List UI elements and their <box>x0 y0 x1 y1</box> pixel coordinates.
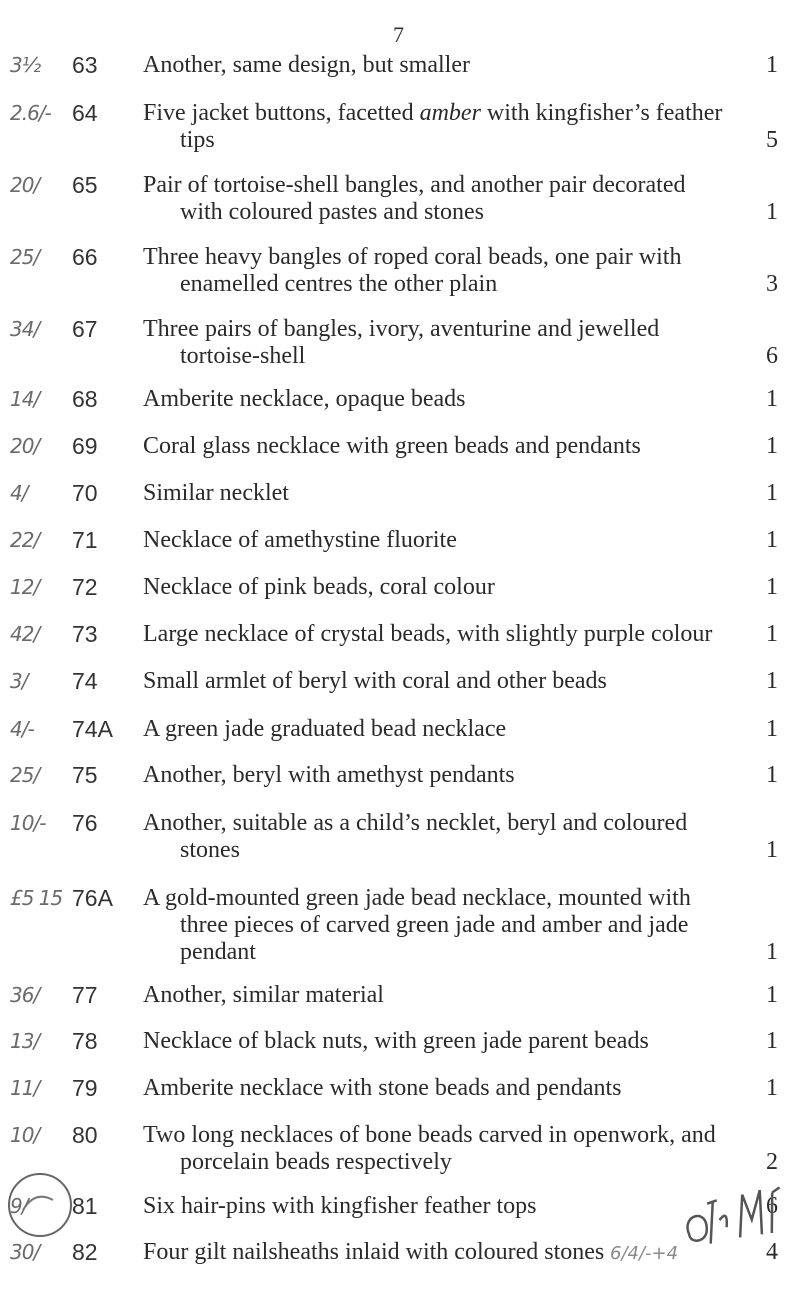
lot-description <box>143 982 778 1009</box>
lot-description <box>143 574 778 601</box>
lot-quantity: 1 <box>766 837 778 863</box>
lot-description <box>143 762 778 789</box>
lot-number: 69 <box>72 433 98 459</box>
lot-description-line: Six hair-pins with kingfisher feather tops <box>143 1193 537 1219</box>
lot-description-line: Two long necklaces of bone beads carved in openwork, and <box>143 1122 716 1148</box>
lot-number: 79 <box>72 1075 98 1101</box>
lot-quantity: 1 <box>766 527 778 553</box>
pencil-price-annotation: £5 15 <box>10 886 63 910</box>
lot-number: 65 <box>72 172 98 198</box>
lot-number: 77 <box>72 982 98 1008</box>
lot-number: 76A <box>72 885 113 911</box>
lot-number: 67 <box>72 316 98 342</box>
lot-description-line: Necklace of amethystine fluorite <box>143 527 457 553</box>
lot-quantity: 1 <box>766 762 778 788</box>
lot-quantity: 1 <box>766 716 778 742</box>
lot-number: 78 <box>72 1028 98 1054</box>
circular-stamp <box>5 1170 75 1240</box>
pencil-price-annotation: 20/ <box>10 434 40 458</box>
lot-description-continuation: stones <box>180 837 240 863</box>
lot-description <box>143 100 778 154</box>
pencil-price-annotation: 22/ <box>10 528 40 552</box>
lot-number: 66 <box>72 244 98 270</box>
lot-description <box>143 386 778 413</box>
lot-number: 68 <box>72 386 98 412</box>
lot-description-line: Three pairs of bangles, ivory, aventurine and jewelled <box>143 316 660 342</box>
lot-description <box>143 885 778 966</box>
pencil-price-annotation: 4/- <box>10 717 34 741</box>
lot-description-line: Similar necklet <box>143 480 289 506</box>
lot-number: 81 <box>72 1193 98 1219</box>
lot-description-continuation: pendant <box>180 939 256 965</box>
lot-number: 63 <box>72 52 98 78</box>
pencil-price-annotation: 36/ <box>10 983 40 1007</box>
pencil-price-annotation: 30/ <box>10 1240 40 1264</box>
lot-description-line: Large necklace of crystal beads, with slightly purple colour <box>143 621 713 647</box>
lot-description <box>143 668 778 695</box>
lot-description-line: Another, same design, but smaller <box>143 52 470 78</box>
lot-description <box>143 244 778 298</box>
lot-quantity: 1 <box>766 480 778 506</box>
lot-description <box>143 1075 778 1102</box>
lot-quantity: 6 <box>766 1193 778 1219</box>
page-number: 7 <box>393 22 404 47</box>
lot-number: 71 <box>72 527 98 553</box>
lot-description <box>143 52 778 79</box>
lot-description-continuation: tortoise-shell <box>180 343 306 369</box>
lot-number: 80 <box>72 1122 98 1148</box>
lot-number: 72 <box>72 574 98 600</box>
lot-description <box>143 716 778 743</box>
lot-description <box>143 1122 778 1176</box>
lot-quantity: 4 <box>766 1239 778 1265</box>
lot-number: 70 <box>72 480 98 506</box>
pencil-price-annotation: 10/- <box>10 811 46 835</box>
lot-number: 74 <box>72 668 98 694</box>
lot-description-continuation: porcelain beads respectively <box>180 1149 452 1175</box>
lot-description <box>143 810 778 864</box>
lot-description-line: Coral glass necklace with green beads and pendants <box>143 433 641 459</box>
lot-number: 82 <box>72 1239 98 1265</box>
lot-quantity: 3 <box>766 271 778 297</box>
lot-description-line: Amberite necklace, opaque beads <box>143 386 466 412</box>
lot-description-line: Another, similar material <box>143 982 384 1008</box>
lot-quantity: 1 <box>766 386 778 412</box>
lot-description <box>143 621 778 648</box>
lot-description <box>143 433 778 460</box>
lot-quantity: 1 <box>766 621 778 647</box>
lot-quantity: 1 <box>766 1075 778 1101</box>
pencil-note: 6/4/-+4 <box>604 1243 679 1264</box>
lot-number: 75 <box>72 762 98 788</box>
lot-quantity: 2 <box>766 1149 778 1175</box>
lot-description-continuation: enamelled centres the other plain <box>180 271 498 297</box>
pencil-price-annotation: 13/ <box>10 1029 40 1053</box>
lot-quantity: 1 <box>766 982 778 1008</box>
lot-quantity: 1 <box>766 668 778 694</box>
lot-description-line: Five jacket buttons, facetted amber with kingfisher’s feather <box>143 100 723 126</box>
pencil-price-annotation: 20/ <box>10 173 40 197</box>
lot-description-line: Pair of tortoise-shell bangles, and another pair decorated <box>143 172 686 198</box>
lot-description-line: Another, beryl with amethyst pendants <box>143 762 515 788</box>
pencil-price-annotation: 3/ <box>10 669 28 693</box>
lot-description-line: Three heavy bangles of roped coral beads, one pair with <box>143 244 682 270</box>
lot-description-line: A gold-mounted green jade bead necklace, mounted with <box>143 885 691 911</box>
lot-quantity: 5 <box>766 127 778 153</box>
lot-quantity: 1 <box>766 433 778 459</box>
lot-description-continuation: three pieces of carved green jade and amber and jade <box>180 912 689 938</box>
lot-quantity: 1 <box>766 939 778 965</box>
lot-description-continuation: with coloured pastes and stones <box>180 199 484 225</box>
pencil-price-annotation: 4/ <box>10 481 28 505</box>
lot-description-line: A green jade graduated bead necklace <box>143 716 507 742</box>
lot-description <box>143 1028 778 1055</box>
lot-description <box>143 480 778 507</box>
pencil-price-annotation: 14/ <box>10 387 40 411</box>
lot-description-line: Necklace of black nuts, with green jade parent beads <box>143 1028 649 1054</box>
lot-description <box>143 316 778 370</box>
lot-number: 76 <box>72 810 98 836</box>
lot-number: 74A <box>72 716 113 742</box>
lot-description-line: Another, suitable as a child’s necklet, beryl and coloured <box>143 810 688 836</box>
pencil-price-annotation: 12/ <box>10 575 40 599</box>
pencil-price-annotation: 34/ <box>10 317 40 341</box>
lot-quantity: 1 <box>766 1028 778 1054</box>
lot-quantity: 1 <box>766 574 778 600</box>
pencil-price-annotation: 9/ <box>10 1194 28 1218</box>
pencil-price-annotation: 25/ <box>10 245 40 269</box>
lot-description-line: Amberite necklace with stone beads and pendants <box>143 1075 622 1101</box>
lot-quantity: 6 <box>766 343 778 369</box>
lot-description-continuation: tips <box>180 127 215 153</box>
lot-quantity: 1 <box>766 52 778 78</box>
lot-number: 64 <box>72 100 98 126</box>
lot-number: 73 <box>72 621 98 647</box>
lot-quantity: 1 <box>766 199 778 225</box>
lot-description <box>143 527 778 554</box>
pencil-price-annotation: 11/ <box>10 1076 40 1100</box>
lot-description-line: Necklace of pink beads, coral colour <box>143 574 495 600</box>
pencil-price-annotation: 10/ <box>10 1123 40 1147</box>
pencil-price-annotation: 2.6/- <box>10 101 51 125</box>
lot-description-line: Small armlet of beryl with coral and other beads <box>143 668 607 694</box>
lot-description <box>143 172 778 226</box>
lot-description-line: Four gilt nailsheaths inlaid with coloured stones <box>143 1239 605 1265</box>
pencil-price-annotation: 25/ <box>10 763 40 787</box>
pencil-price-annotation: 3½ <box>10 53 41 77</box>
pencil-price-annotation: 42/ <box>10 622 40 646</box>
